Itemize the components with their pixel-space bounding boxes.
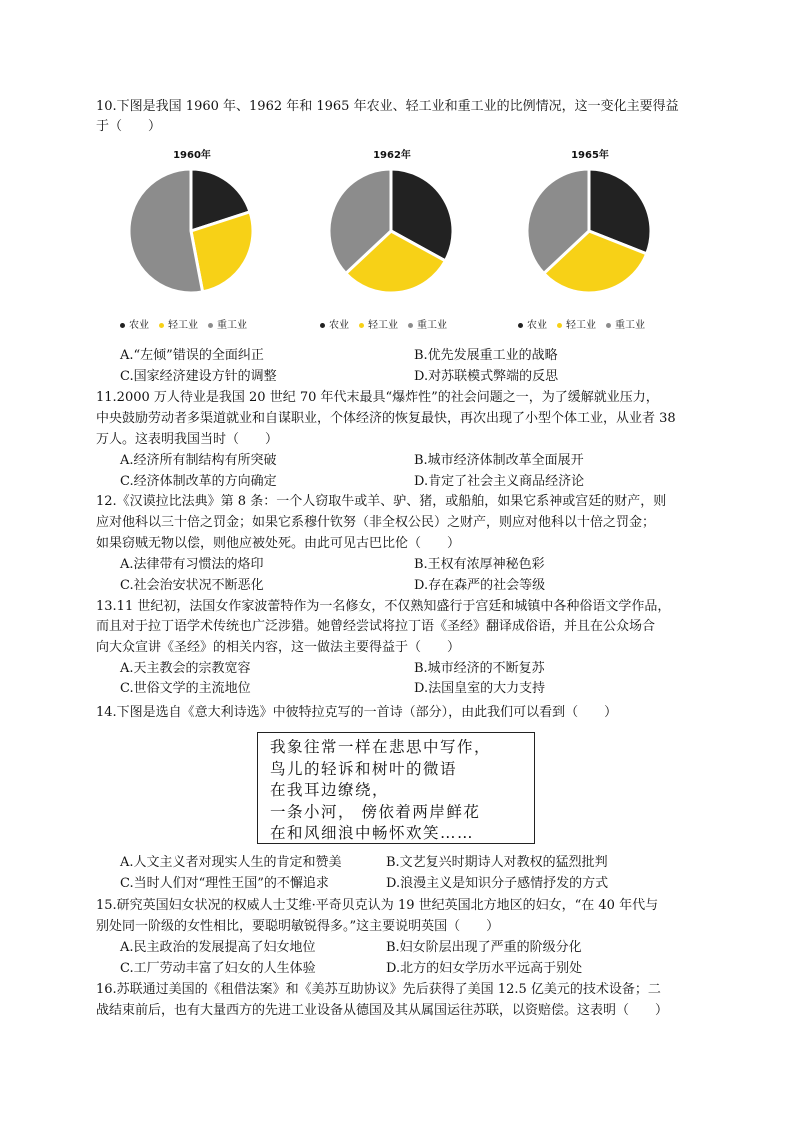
legend-item: [159, 316, 198, 331]
q15-option-d[interactable]: D.北方的妇女学历水平远高于别处: [386, 961, 583, 976]
q15-option-b[interactable]: B.妇女阶层出现了严重的阶级分化: [386, 940, 582, 955]
legend-dot: [359, 323, 364, 328]
legend-label: 重工业: [417, 320, 447, 331]
pie-svg: [326, 166, 456, 296]
pie-chart-1965: [510, 142, 670, 342]
poem-line: 我象往常一样在悲思中写作，: [270, 738, 492, 756]
chart-title: 1960年: [173, 150, 211, 161]
legend-dot: [159, 323, 164, 328]
legend-label: 农业: [329, 320, 349, 331]
q11-option-b[interactable]: B.城市经济体制改革全面展开: [414, 453, 584, 468]
q12-option-d[interactable]: D.存在森严的社会等级: [414, 578, 546, 593]
q12-stem-cont2: 如果窃贼无物以偿，则他应被处死。由此可见古巴比伦（ ）: [96, 536, 461, 551]
q11-stem: 11.2000 万人待业是我国 20 世纪 70 年代末最具“爆炸性”的社会问题之一，为了缓解就业压力，: [96, 390, 659, 405]
legend-label: 农业: [527, 320, 547, 331]
q12-option-b[interactable]: B.王权有浓厚神秘色彩: [414, 557, 545, 572]
q11-option-d[interactable]: D.肯定了社会主义商品经济论: [414, 474, 585, 489]
q12-option-c[interactable]: C.社会治安状况不断恶化: [120, 578, 264, 593]
legend-dot: [120, 323, 125, 328]
poem-line: 在和风细浪中畅怀欢笑……: [270, 824, 475, 842]
q13-stem: 13.11 世纪初，法国女作家波蕾特作为一名修女，不仅熟知盛行于宫廷和城镇中各种俗语文学作品，: [96, 599, 671, 614]
legend-item: [408, 316, 447, 331]
q13-stem-cont2: 向大众宣讲《圣经》的相关内容，这一做法主要得益于（ ）: [96, 640, 461, 655]
legend-item: [320, 316, 349, 331]
q10-option-c[interactable]: C.国家经济建设方针的调整: [120, 369, 277, 384]
chart-title: 1965年: [571, 150, 609, 161]
legend-dot: [208, 323, 213, 328]
poem-line: 在我耳边缭绕，: [270, 781, 390, 799]
q14-stem: 14.下图是选自《意大利诗选》中彼特拉克写的一首诗（部分），由此我们可以看到（ ）: [96, 705, 618, 720]
legend-label: 重工业: [217, 320, 247, 331]
legend-item: [120, 316, 149, 331]
q11-option-c[interactable]: C.经济体制改革的方向确定: [120, 474, 277, 489]
q14-option-b[interactable]: B.文艺复兴时期诗人对教权的猛烈批判: [386, 855, 608, 870]
q10-option-b[interactable]: B.优先发展重工业的战略: [414, 348, 558, 363]
q11-stem-cont2: 万人。这表明我国当时（ ）: [96, 432, 279, 447]
pie-svg: [126, 166, 256, 296]
legend-label: 轻工业: [368, 320, 398, 331]
q12-stem-cont: 应对他科以三十倍之罚金；如果它系穆什钦努（非全权公民）之财产，则应对他科以十倍之罚金；: [96, 515, 656, 530]
legend-label: 轻工业: [168, 320, 198, 331]
legend-label: 农业: [129, 320, 149, 331]
q12-option-a[interactable]: A.法律带有习惯法的烙印: [120, 557, 264, 572]
legend-label: 轻工业: [566, 320, 596, 331]
chart-legend: [320, 316, 480, 331]
q15-stem: 15.研究英国妇女状况的权威人士艾维·平奇贝克认为 19 世纪英国北方地区的妇女，“在 40 年代与: [96, 898, 659, 913]
q13-stem-cont: 而且对于拉丁语学术传统也广泛涉猎。她曾经尝试将拉丁语《圣经》翻译成俗语，并且在公众场合: [96, 619, 656, 634]
q10-stem-cont: 于（ ）: [96, 119, 162, 134]
chart-title: 1962年: [373, 150, 411, 161]
legend-item: [606, 316, 645, 331]
chart-legend: [518, 316, 678, 331]
legend-item: [359, 316, 398, 331]
legend-dot: [408, 323, 413, 328]
q16-stem: 16.苏联通过美国的《租借法案》和《美苏互助协议》先后获得了美国 12.5 亿美元的技术设备；二: [96, 982, 661, 997]
poem-line: 一条小河， 傍依着两岸鲜花: [270, 802, 481, 821]
q12-stem: 12.《汉谟拉比法典》第 8 条：一个人窃取牛或羊、驴、猪，或船舶，如果它系神或宫廷的财产，则: [96, 494, 667, 509]
pie-chart-1960: [112, 142, 272, 342]
q10-stem: 10.下图是我国 1960 年、1962 年和 1965 年农业、轻工业和重工业的比例情况，这一变化主要得益: [96, 99, 679, 114]
q13-option-a[interactable]: A.天主教会的宗教宽容: [120, 661, 251, 676]
legend-label: 重工业: [615, 320, 645, 331]
q16-stem-cont: 战结束前后，也有大量西方的先进工业设备从德国及其从属国运往苏联，以资赔偿。这表明（ ）: [96, 1003, 669, 1018]
q13-option-d[interactable]: D.法国皇室的大力支持: [414, 681, 546, 696]
legend-item: [557, 316, 596, 331]
q11-stem-cont: 中央鼓励劳动者多渠道就业和自谋职业，个体经济的恢复最快，再次出现了小型个体工业，从业者 38: [96, 411, 676, 426]
q10-option-d[interactable]: D.对苏联模式弊端的反思: [414, 369, 559, 384]
legend-dot: [320, 323, 325, 328]
poem-line: 鸟儿的轻诉和树叶的微语: [270, 759, 458, 778]
pie-svg: [524, 166, 654, 296]
q15-stem-cont: 别处同一阶级的女性相比，要聪明敏锐得多。”这主要说明英国（ ）: [96, 919, 500, 934]
q10-option-a[interactable]: A.“左倾”错误的全面纠正: [120, 348, 264, 363]
q13-option-c[interactable]: C.世俗文学的主流地位: [120, 681, 251, 696]
chart-legend: [120, 316, 280, 331]
legend-item: [518, 316, 547, 331]
poem-box: [257, 732, 535, 844]
legend-dot: [518, 323, 523, 328]
q14-option-a[interactable]: A.人文主义者对现实人生的肯定和赞美: [120, 855, 342, 870]
q14-option-d[interactable]: D.浪漫主义是知识分子感情抒发的方式: [386, 876, 609, 891]
q11-option-a[interactable]: A.经济所有制结构有所突破: [120, 453, 277, 468]
q15-option-a[interactable]: A.民主政治的发展提高了妇女地位: [120, 940, 316, 955]
legend-item: [208, 316, 247, 331]
pie-charts: [112, 142, 692, 342]
q15-option-c[interactable]: C.工厂劳动丰富了妇女的人生体验: [120, 961, 316, 976]
pie-chart-1962: [312, 142, 472, 342]
q14-option-c[interactable]: C.当时人们对“理性王国”的不懈追求: [120, 876, 329, 891]
legend-dot: [606, 323, 611, 328]
legend-dot: [557, 323, 562, 328]
pie-slice-重工业: [129, 169, 203, 293]
q13-option-b[interactable]: B.城市经济的不断复苏: [414, 661, 545, 676]
